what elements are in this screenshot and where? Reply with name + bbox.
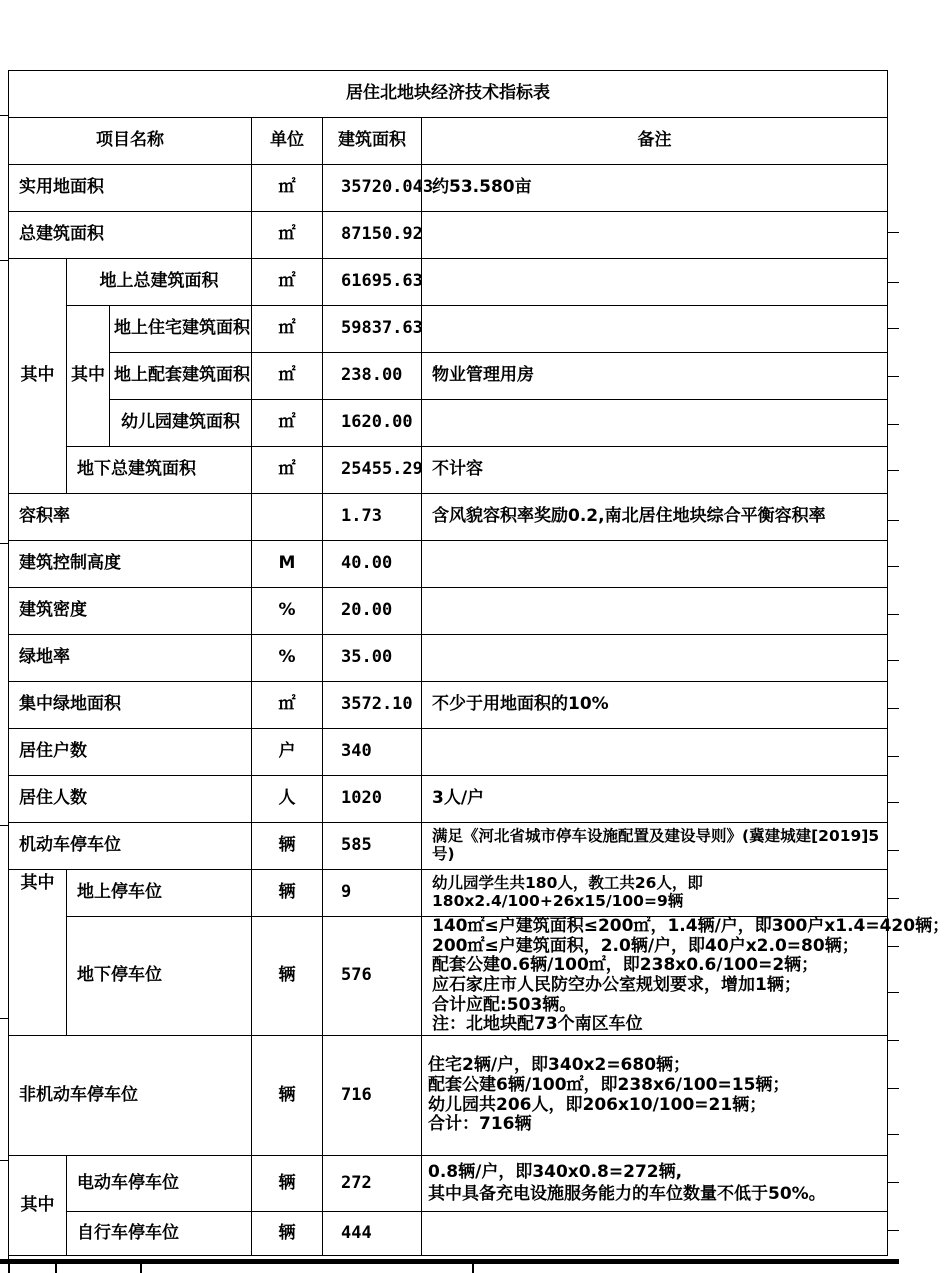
group-label: 其中 (9, 259, 67, 494)
row-value: 238.00 (323, 353, 422, 400)
group-label: 其中 (9, 870, 67, 1036)
row-unit: 辆 (252, 870, 323, 917)
note-line: 合计应配:503辆。 (432, 994, 577, 1015)
table-row (9, 1036, 888, 1156)
row-unit: % (252, 588, 323, 635)
row-value: 340 (323, 729, 422, 776)
row-value: 3572.10 (323, 682, 422, 729)
row-unit: ㎡ (252, 165, 323, 212)
row-note: 不计容 (422, 447, 888, 494)
row-unit: 辆 (252, 1212, 323, 1256)
frame-tick (887, 898, 899, 899)
table-row (9, 682, 888, 729)
row-unit: ㎡ (252, 259, 323, 306)
table-row (9, 729, 888, 776)
row-note: 3人/户 (422, 776, 888, 823)
table-row (9, 212, 888, 259)
frame-tick (887, 376, 899, 377)
table-row (9, 635, 888, 682)
table-row (9, 165, 888, 212)
note-line: 配套公建6辆/100㎡，即238x6/100=15辆； (428, 1074, 790, 1095)
header-name: 项目名称 (9, 118, 252, 165)
frame-tick (887, 1088, 899, 1089)
row-unit: % (252, 635, 323, 682)
indicator-table (8, 70, 949, 1256)
note-line: 幼儿园共206人，即206x10/100=21辆； (428, 1094, 767, 1115)
row-name: 地下停车位 (67, 917, 252, 1036)
row-name: 居住户数 (9, 729, 252, 776)
frame-tick (887, 424, 899, 425)
table-row (9, 917, 888, 1036)
note-line: 合计：716辆 (428, 1114, 532, 1135)
row-note (422, 400, 888, 447)
row-value: 1620.00 (323, 400, 422, 447)
row-note (422, 729, 888, 776)
frame-tick (887, 328, 899, 329)
frame-tick (887, 1040, 899, 1041)
row-value: 59837.63 (323, 306, 422, 353)
row-note (422, 1156, 888, 1212)
row-note (422, 259, 888, 306)
frame-tick (887, 470, 899, 471)
table-title: 居住北地块经济技术指标表 (9, 71, 888, 118)
row-name: 建筑控制高度 (9, 541, 252, 588)
row-note (422, 1212, 888, 1256)
row-unit: 辆 (252, 1156, 323, 1212)
table-row (9, 259, 888, 306)
row-unit: 人 (252, 776, 323, 823)
row-note (422, 588, 888, 635)
row-note: 不少于用地面积的10% (422, 682, 888, 729)
row-value: 576 (323, 917, 422, 1036)
row-unit: ㎡ (252, 400, 323, 447)
row-name: 机动车停车位 (9, 823, 252, 870)
frame-tick (887, 1134, 899, 1135)
table-row (9, 776, 888, 823)
frame-tick (887, 992, 899, 993)
frame-tick (887, 1230, 899, 1231)
row-name: 总建筑面积 (9, 212, 252, 259)
frame-tick (887, 232, 899, 233)
frame-tick (887, 282, 899, 283)
row-note (422, 212, 888, 259)
row-note: 幼儿园学生共180人，教工共26人，即180x2.4/100+26x15/100=9辆 (422, 870, 888, 917)
row-note (422, 635, 888, 682)
header-unit: 单位 (252, 118, 323, 165)
row-unit: ㎡ (252, 306, 323, 353)
table-row (9, 400, 888, 447)
frame-tick (887, 708, 899, 709)
row-name: 地上住宅建筑面积 (110, 306, 252, 353)
note-line: 配套公建0.6辆/100㎡，即238x0.6/100=2辆； (432, 955, 819, 976)
row-value: 61695.63 (323, 259, 422, 306)
row-note: 约53.580亩 (422, 165, 888, 212)
row-unit: 辆 (252, 823, 323, 870)
row-name: 容积率 (9, 494, 252, 541)
row-unit: M (252, 541, 323, 588)
frame-tick (8, 1264, 10, 1273)
row-note (422, 916, 949, 1036)
row-note: 含风貌容积率奖励0.2,南北居住地块综合平衡容积率 (422, 494, 888, 541)
row-value: 585 (323, 823, 422, 870)
frame-tick (887, 520, 899, 521)
row-name: 绿地率 (9, 635, 252, 682)
frame-bottom-border (0, 1259, 899, 1264)
row-unit (252, 494, 323, 541)
note-line: 200㎡≤户建筑面积，2.0辆/户，即40户x2.0=80辆； (432, 935, 859, 956)
row-value: 1.73 (323, 494, 422, 541)
table-header-row (9, 118, 888, 165)
frame-tick (887, 946, 899, 947)
frame-tick (887, 660, 899, 661)
frame-tick (887, 566, 899, 567)
row-name: 地上总建筑面积 (67, 259, 252, 306)
row-value: 1020 (323, 776, 422, 823)
header-note: 备注 (422, 118, 888, 165)
row-unit: 户 (252, 729, 323, 776)
table-row (9, 823, 888, 870)
note-line: 住宅2辆/户，即340x2=680辆； (428, 1055, 691, 1076)
row-value: 20.00 (323, 588, 422, 635)
frame-tick (887, 614, 899, 615)
row-name: 集中绿地面积 (9, 682, 252, 729)
row-note: 满足《河北省城市停车设施配置及建设导则》(冀建城建[2019]5号) (422, 823, 888, 870)
row-note: 物业管理用房 (422, 353, 888, 400)
row-name: 居住人数 (9, 776, 252, 823)
frame-tick (472, 1264, 474, 1273)
frame-tick (887, 850, 899, 851)
note-line: 140㎡≤户建筑面积≤200㎡，1.4辆/户，即300户x1.4=420辆； (432, 916, 949, 937)
frame-tick (55, 1264, 57, 1273)
row-name: 自行车停车位 (67, 1212, 252, 1256)
row-name: 地上停车位 (67, 870, 252, 917)
row-note (422, 541, 888, 588)
subgroup-label: 其中 (67, 306, 110, 447)
row-unit: ㎡ (252, 353, 323, 400)
row-value: 444 (323, 1212, 422, 1256)
frame-tick (887, 756, 899, 757)
note-line: 0.8辆/户，即340x0.8=272辆, (428, 1162, 683, 1183)
table-row (9, 541, 888, 588)
table-row (9, 494, 888, 541)
row-name: 地上配套建筑面积 (110, 353, 252, 400)
row-unit: ㎡ (252, 682, 323, 729)
table-row (9, 1156, 888, 1212)
row-unit: ㎡ (252, 212, 323, 259)
row-value: 35.00 (323, 635, 422, 682)
frame-tick (887, 802, 899, 803)
note-line: 注：北地块配73个南区车位 (432, 1014, 643, 1035)
table-row (9, 588, 888, 635)
row-name: 实用地面积 (9, 165, 252, 212)
row-value: 35720.043 (323, 165, 422, 212)
frame-tick (887, 1182, 899, 1183)
row-value: 716 (323, 1036, 422, 1156)
table-title-row (9, 71, 888, 118)
header-area: 建筑面积 (323, 118, 422, 165)
row-unit: ㎡ (252, 447, 323, 494)
row-unit: 辆 (252, 1036, 323, 1156)
note-line: 其中具备充电设施服务能力的车位数量不低于50%。 (428, 1183, 826, 1204)
row-name: 幼儿园建筑面积 (110, 400, 252, 447)
table-row (9, 306, 888, 353)
note-line: 应石家庄市人民防空办公室规划要求，增加1辆； (432, 975, 801, 995)
table-row (9, 353, 888, 400)
row-note (422, 1036, 888, 1156)
frame-tick (140, 1264, 142, 1273)
row-value: 9 (323, 870, 422, 917)
row-name: 建筑密度 (9, 588, 252, 635)
table-row (9, 1212, 888, 1256)
row-value: 40.00 (323, 541, 422, 588)
row-name: 非机动车停车位 (9, 1036, 252, 1156)
row-note (422, 306, 888, 353)
table-row (9, 447, 888, 494)
group-label: 其中 (9, 1156, 67, 1256)
row-value: 272 (323, 1156, 422, 1212)
table-row (9, 870, 888, 917)
row-name: 电动车停车位 (67, 1156, 252, 1212)
row-name: 地下总建筑面积 (67, 447, 252, 494)
row-value: 25455.29 (323, 447, 422, 494)
row-value: 87150.92 (323, 212, 422, 259)
row-unit: 辆 (252, 917, 323, 1036)
